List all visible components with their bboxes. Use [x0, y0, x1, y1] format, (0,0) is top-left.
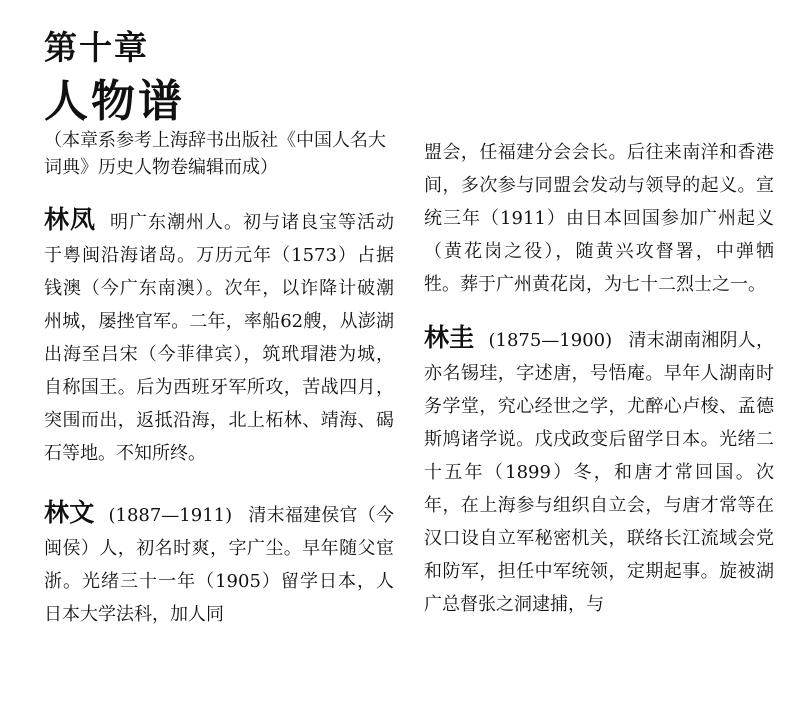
entry-lin-feng [44, 203, 394, 470]
entry-paragraph [44, 496, 394, 631]
entry-name: 林凤 [44, 205, 96, 234]
entry-dates: (1887—1911) [108, 505, 233, 526]
right-column [424, 136, 774, 621]
entry-text: 清末福建侯官（今闽侯）人，初名时爽，字广尘。早年随父宦浙。光绪三十一年（1905）留学日本，人日本大学法科，加人同 [44, 505, 394, 625]
entry-paragraph [424, 321, 774, 621]
intro-note: （本章系参考上海辞书出版社《中国人名大词典》历史人物卷编辑而成） [44, 130, 386, 178]
entry-lin-gui [424, 321, 774, 621]
entry-lin-wen [44, 496, 394, 631]
chapter-heading: 第十章 [44, 28, 149, 67]
entry-name: 林文 [44, 498, 95, 527]
entry-text-continued: 盟会，任福建分会会长。后往来南洋和香港间，多次参与同盟会发动与领导的起义。宣统三年（1911）由日本回国参加广州起义（黄花岗之役），随黄兴攻督署，中弹牺牲。葬于广州黄花岗，为七十二烈士之一。 [424, 142, 774, 295]
entry-text: 明广东潮州人。初与诸良宝等活动于粤闽沿海诸岛。万历元年（1573）占据钱澳（今广东南澳）。次年，以诈降计破潮州城，屡挫官军。二年，率船62艘，从澎湖出海至吕宋（今菲律宾），筑玳瑁港为城，自称国王。后为西班牙军所攻，苦战四月，突围而出，返抵沿海，北上柘林、靖海、碣石等地。不知所终。 [44, 212, 394, 464]
entry-name: 林圭 [424, 323, 475, 352]
left-column [44, 127, 394, 631]
entry-lin-wen-continued [424, 136, 774, 301]
entry-dates: (1875—1900) [488, 330, 613, 351]
section-title: 人物谱 [44, 76, 185, 127]
entry-paragraph [44, 203, 394, 470]
entry-text: 清末湖南湘阴人，亦名锡珪，字述唐，号悟庵。早年人湖南时务学堂，究心经世之学，尤醉心卢梭、孟德斯鸠诸学说。戊戌政变后留学日本。光绪二十五年（1899）冬，和唐才常回国。次年，在上海参与组织自立会，与唐才常等在汉口设自立军秘密机关，联络长江流域会党和防军，担任中军统领，定期起事。旋被湖广总督张之洞逮捕，与 [424, 330, 774, 615]
